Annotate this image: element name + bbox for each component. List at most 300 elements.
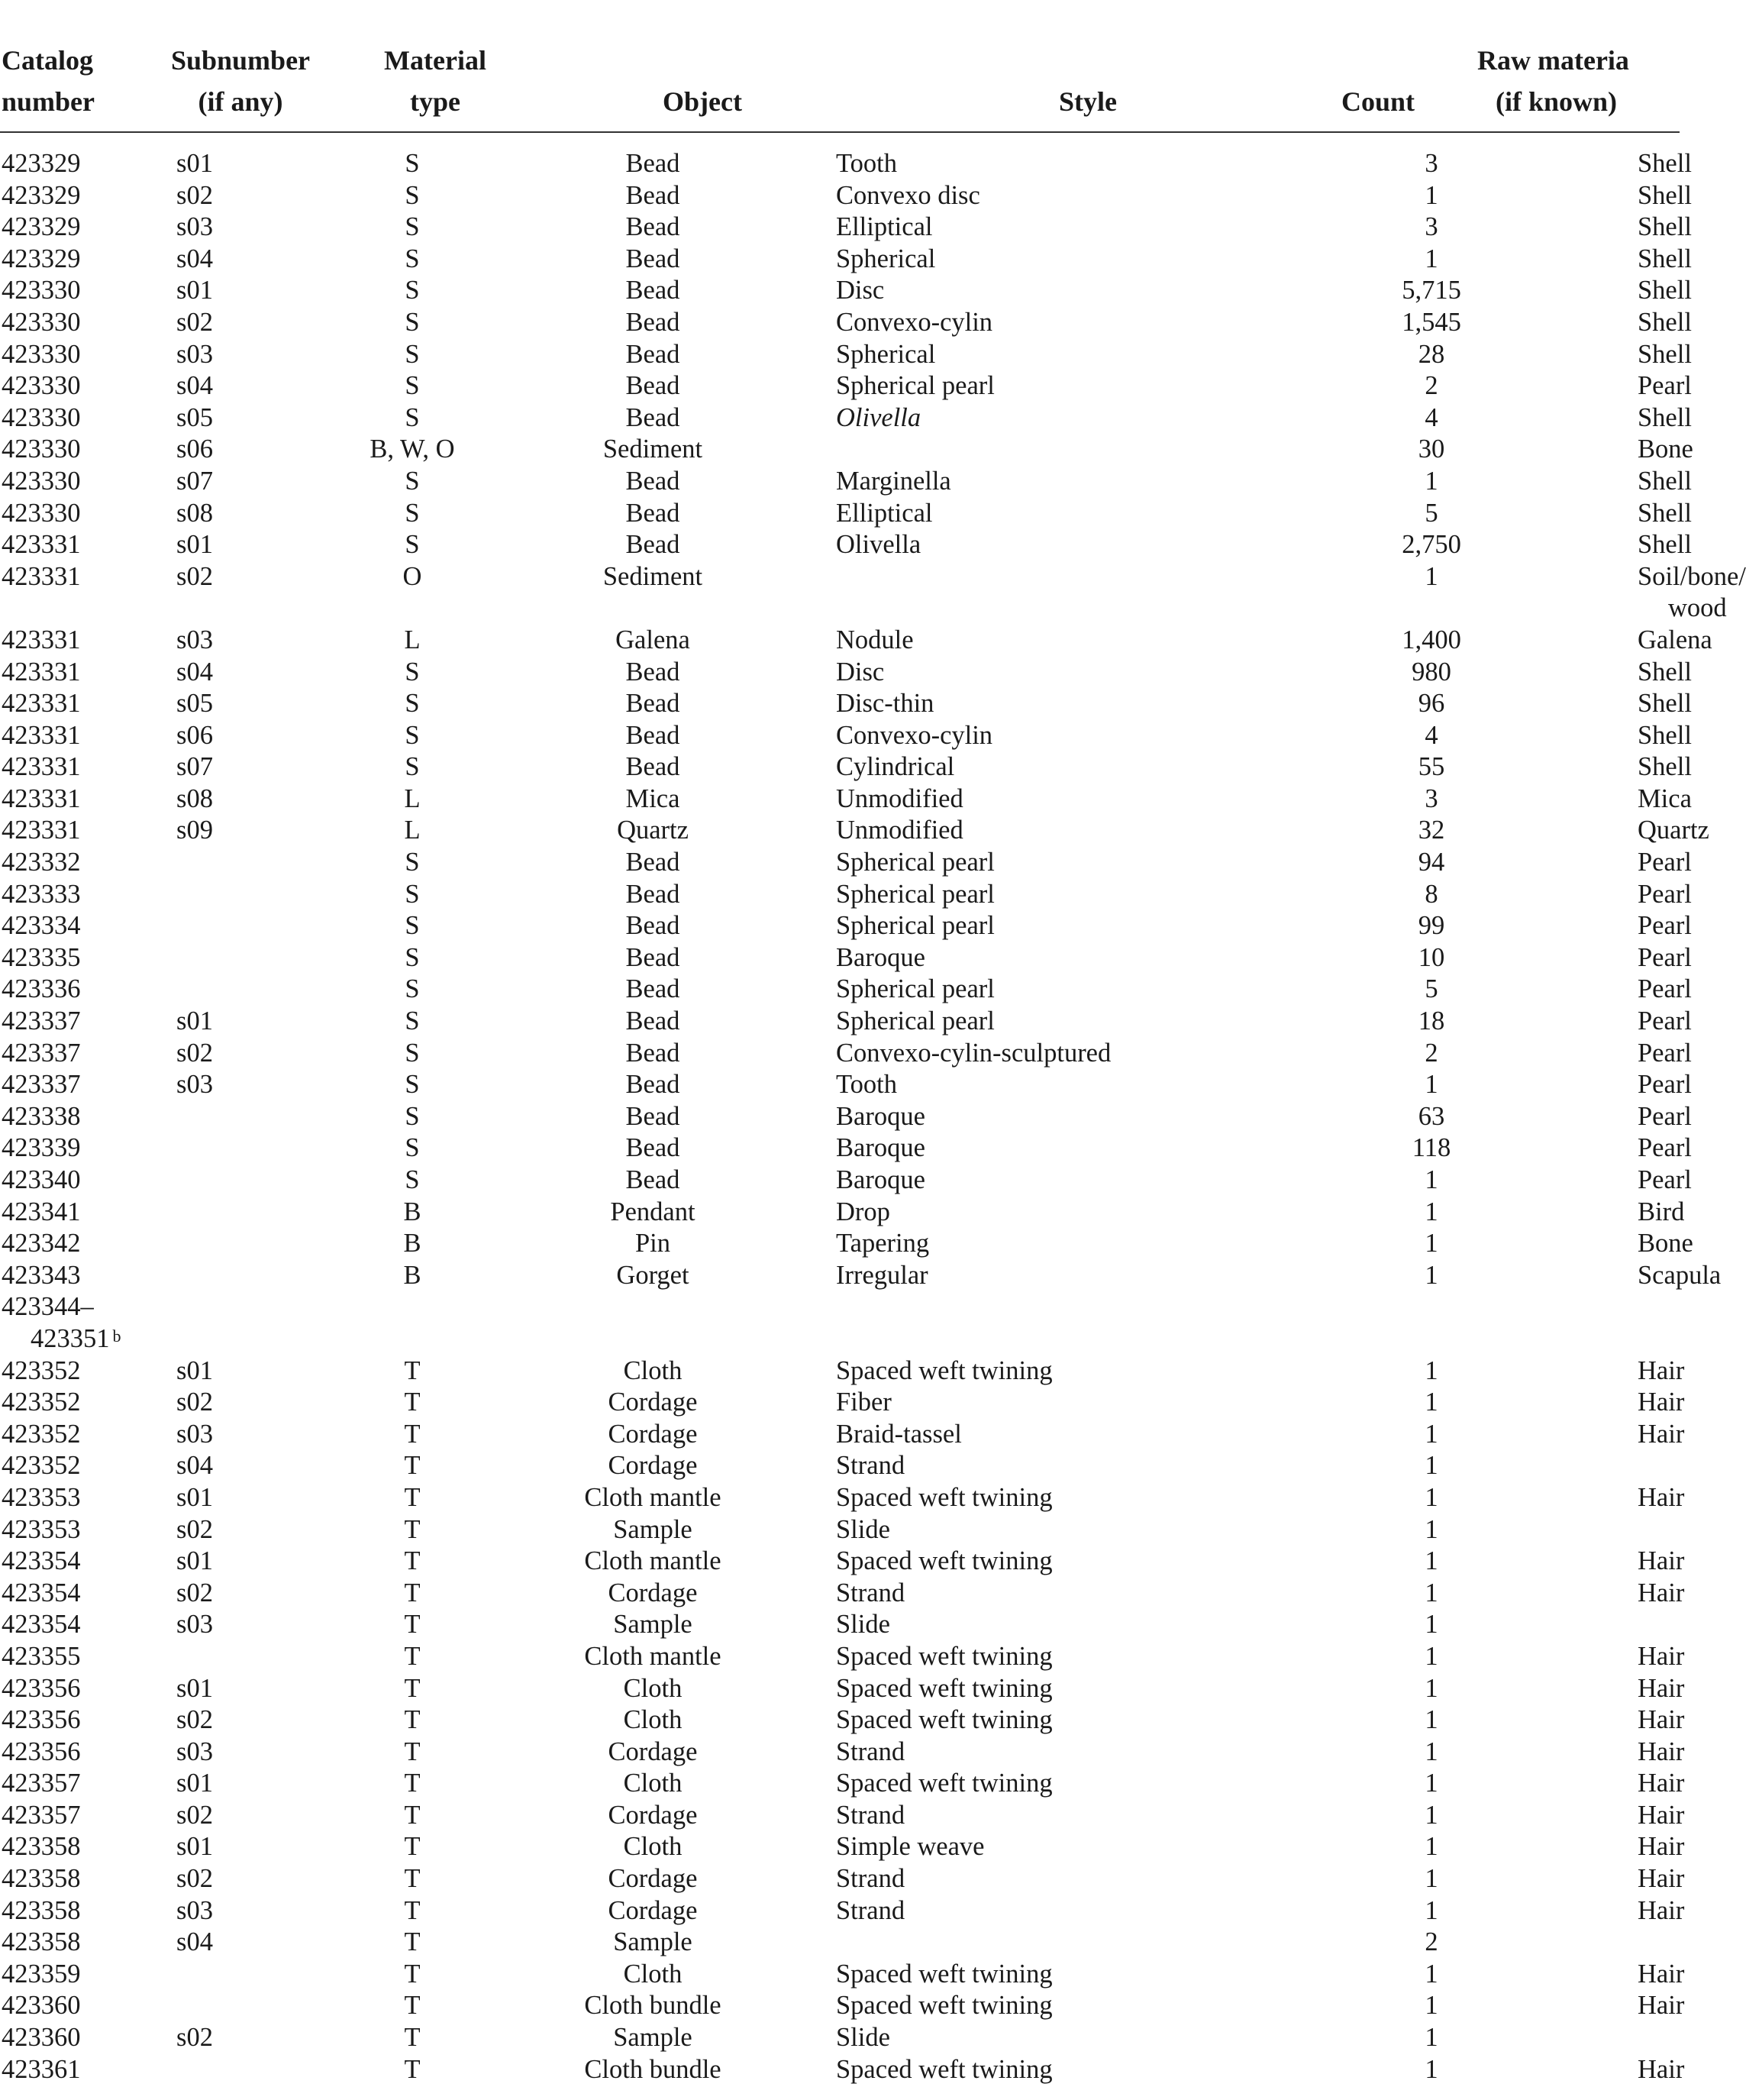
table-row (0, 1132, 1680, 1165)
object-cell: Bead (625, 1101, 680, 1131)
material-type-cell: B (403, 1197, 421, 1226)
object-cell: Cordage (608, 1578, 698, 1607)
subnumber-cell: s03 (176, 1895, 213, 1925)
count-cell: 1 (1425, 1800, 1438, 1830)
subnumber-cell: s04 (176, 657, 213, 687)
subnumber-cell: s02 (176, 1388, 213, 1417)
style-cell: Unmodified (836, 816, 963, 845)
material-type-cell: S (405, 1006, 420, 1036)
count-cell: 2 (1425, 1927, 1438, 1957)
header-raw-material (1477, 40, 1680, 132)
raw-material-cell: Hair (1638, 1769, 1685, 1798)
raw-material-cell: Galena (1638, 625, 1712, 654)
object-cell: Galena (615, 625, 690, 654)
header-line: (if any) (198, 86, 283, 117)
header-style (836, 40, 1225, 132)
object-cell: Bead (625, 848, 680, 877)
raw-material-cell: Pearl (1638, 1165, 1692, 1194)
material-type-cell: S (405, 1133, 420, 1163)
count-cell: 1 (1425, 1070, 1438, 1100)
style-cell: Spaced weft twining (836, 1641, 1053, 1671)
count-cell: 1 (1425, 1451, 1438, 1481)
header-line: Object (663, 86, 742, 117)
style-cell: Olivella (836, 402, 921, 432)
style-cell: Slide (836, 2023, 890, 2053)
catalog-number-cell: 423361 (2, 2054, 81, 2084)
count-cell: 2 (1425, 371, 1438, 401)
material-type-cell: S (405, 402, 420, 432)
table-row (0, 1514, 1680, 1546)
object-cell: Bead (625, 1165, 680, 1194)
table-row-range (0, 1291, 1680, 1355)
subnumber-cell: s04 (176, 244, 213, 273)
subnumber-cell: s01 (176, 1482, 213, 1512)
style-cell: Convexo disc (836, 180, 980, 210)
subnumber-cell: s01 (176, 1832, 213, 1862)
header-subnumber (141, 40, 347, 132)
material-type-cell: T (404, 1832, 421, 1862)
subnumber-cell: s07 (176, 466, 213, 496)
header-material-type (347, 40, 538, 132)
object-cell: Bead (625, 212, 680, 242)
raw-material-cell (1477, 1450, 1680, 1482)
count-cell: 1 (1425, 1737, 1438, 1766)
header-row (0, 40, 1680, 132)
count-cell: 1 (1425, 1546, 1438, 1576)
material-type-cell: T (404, 1769, 421, 1798)
subnumber-cell: s08 (176, 498, 213, 528)
count-cell: 1 (1425, 180, 1438, 210)
material-type-cell: S (405, 689, 420, 719)
catalog-number-cell: 423340 (2, 1165, 81, 1194)
object-cell: Cloth (623, 1959, 683, 1989)
object-cell: Bead (625, 402, 680, 432)
raw-material-cell (1477, 1927, 1680, 1959)
subnumber-cell (141, 942, 347, 974)
table-row (0, 625, 1680, 657)
table-body (0, 132, 1746, 2085)
style-cell: Spherical pearl (836, 879, 995, 909)
raw-material-cell: Hair (1638, 1419, 1685, 1449)
table-row (0, 815, 1680, 847)
raw-material-cell: Hair (1638, 1641, 1685, 1671)
object-cell: Gorget (616, 1260, 689, 1290)
style-cell: Spherical pearl (836, 1006, 995, 1036)
style-cell: Spherical (836, 244, 936, 273)
table-row (0, 1006, 1680, 1038)
count-cell: 1 (1425, 1610, 1438, 1640)
raw-material-cell (1477, 561, 1746, 625)
table-row (0, 561, 1680, 625)
catalog-number-cell: 423341 (2, 1197, 81, 1226)
material-type-cell: S (405, 466, 420, 496)
object-cell: Cloth mantle (584, 1482, 721, 1512)
style-cell: Drop (836, 1197, 890, 1226)
subnumber-cell (141, 1990, 347, 2022)
subnumber-cell: s03 (176, 1070, 213, 1100)
raw-material-cell: Pearl (1638, 1070, 1692, 1100)
material-type-cell: T (404, 1482, 421, 1512)
raw-material-cell: Hair (1638, 1832, 1685, 1862)
catalog-number-cell: 423358 (2, 1927, 81, 1957)
table-row (0, 1260, 1680, 1292)
object-cell: Cloth (623, 1673, 683, 1703)
material-type-cell: S (405, 752, 420, 782)
raw-material-cell: Quartz (1638, 816, 1709, 845)
material-type-cell: S (405, 720, 420, 750)
table-row (0, 1197, 1680, 1229)
raw-material-cell: Shell (1638, 402, 1692, 432)
catalog-number-cell: 423359 (2, 1959, 81, 1989)
raw-material-cell: Hair (1638, 1800, 1685, 1830)
count-cell: 1 (1425, 1260, 1438, 1290)
raw-material-cell: Pearl (1638, 942, 1692, 972)
catalog-number-cell: 423355 (2, 1641, 81, 1671)
subnumber-cell: s02 (176, 1864, 213, 1894)
subnumber-cell: s08 (176, 783, 213, 813)
table-row (0, 2022, 1680, 2054)
object-cell: Bead (625, 1133, 680, 1163)
object-cell: Cordage (608, 1419, 698, 1449)
style-cell: Strand (836, 1451, 905, 1481)
raw-material-cell: Shell (1638, 657, 1692, 687)
catalog-number-cell: 423330 (2, 307, 81, 337)
object-cell: Cloth bundle (584, 1991, 721, 2021)
table-row (0, 466, 1680, 498)
table-row (0, 1831, 1680, 1863)
count-cell: 3 (1425, 212, 1438, 242)
footnote-marker: b (112, 1326, 121, 1346)
subnumber-cell (141, 1641, 347, 1673)
count-cell: 10 (1418, 942, 1445, 972)
style-cell (836, 1927, 1225, 1959)
catalog-number-cell: 423360 (2, 2023, 81, 2053)
style-cell: Convexo-cylin (836, 720, 993, 750)
table-row (0, 910, 1680, 942)
material-type-cell: T (404, 1737, 421, 1766)
style-cell: Simple weave (836, 1832, 985, 1862)
catalog-number-cell: 423358 (2, 1832, 81, 1862)
table-row (0, 1355, 1680, 1388)
raw-material-cell: Shell (1638, 244, 1692, 273)
material-type-cell: S (405, 1101, 420, 1131)
subnumber-cell: s04 (176, 371, 213, 401)
catalog-number-cell: 423357 (2, 1769, 81, 1798)
catalog-number-cell: 423331 (2, 720, 81, 750)
object-cell: Sample (613, 1514, 692, 1544)
subnumber-cell (141, 1228, 347, 1260)
count-cell: 1 (1425, 2054, 1438, 2084)
catalog-number-cell: 423358 (2, 1864, 81, 1894)
catalog-range-end: 423351 (31, 1323, 110, 1353)
style-cell: Baroque (836, 942, 925, 972)
subnumber-cell: s01 (176, 1673, 213, 1703)
object-cell: Sample (613, 1610, 692, 1640)
header-line: type (410, 86, 460, 117)
count-cell: 3 (1425, 783, 1438, 813)
count-cell: 1 (1425, 1959, 1438, 1989)
table-row (0, 1165, 1680, 1197)
material-type-cell: S (405, 1070, 420, 1100)
material-type-cell: S (405, 657, 420, 687)
subnumber-cell: s05 (176, 689, 213, 719)
raw-material-cell: Pearl (1638, 879, 1692, 909)
subnumber-cell: s03 (176, 212, 213, 242)
raw-material-line: Soil/bone/ (1638, 561, 1746, 591)
catalog-number-cell: 423335 (2, 942, 81, 972)
material-type-cell: S (405, 244, 420, 273)
material-type-cell: T (404, 1610, 421, 1640)
object-cell: Cloth mantle (584, 1546, 721, 1576)
style-cell: Baroque (836, 1133, 925, 1163)
header-line: (if known) (1496, 86, 1618, 117)
style-cell: Strand (836, 1737, 905, 1766)
raw-material-cell: Hair (1638, 1737, 1685, 1766)
object-cell: Mica (625, 783, 680, 813)
object-cell: Cloth mantle (584, 1641, 721, 1671)
catalog-number-cell: 423354 (2, 1546, 81, 1576)
subnumber-cell: s07 (176, 752, 213, 782)
object-cell: Bead (625, 720, 680, 750)
raw-material-cell: Pearl (1638, 974, 1692, 1004)
style-cell (836, 434, 1225, 466)
subnumber-cell: s02 (176, 1800, 213, 1830)
raw-material-cell: Hair (1638, 1705, 1685, 1735)
raw-material-cell: Shell (1638, 720, 1692, 750)
object-cell: Bead (625, 1038, 680, 1068)
object-cell: Cloth (623, 1832, 683, 1862)
object-cell: Cloth bundle (584, 2054, 721, 2084)
subnumber-cell (141, 879, 347, 911)
material-type-cell: S (405, 212, 420, 242)
table-row (0, 1450, 1680, 1482)
header-line: Style (1059, 86, 1117, 117)
raw-material-cell: Hair (1638, 1578, 1685, 1607)
header-line (950, 40, 1225, 81)
subnumber-cell: s03 (176, 339, 213, 369)
count-cell: 94 (1418, 848, 1445, 877)
subnumber-cell: s02 (176, 1514, 213, 1544)
material-type-cell: O (402, 561, 422, 591)
raw-material-cell: Hair (1638, 1355, 1685, 1385)
table-row (0, 2054, 1680, 2086)
style-cell: Spaced weft twining (836, 1769, 1053, 1798)
object-cell: Bead (625, 339, 680, 369)
style-cell: Spaced weft twining (836, 1959, 1053, 1989)
material-type-cell: T (404, 1673, 421, 1703)
raw-material-line: wood (1668, 593, 1727, 623)
material-type-cell: S (405, 307, 420, 337)
subnumber-cell: s01 (176, 1006, 213, 1036)
object-cell: Cloth (623, 1705, 683, 1735)
material-type-cell: S (405, 942, 420, 972)
raw-material-cell: Hair (1638, 1959, 1685, 1989)
catalog-number-cell: 423339 (2, 1133, 81, 1163)
table-row (0, 434, 1680, 466)
catalog-number-cell: 423356 (2, 1737, 81, 1766)
catalog-number-cell: 423342 (2, 1229, 81, 1258)
material-type-cell: B, W, O (370, 435, 455, 464)
material-type-cell: T (404, 1388, 421, 1417)
raw-material-cell: Shell (1638, 752, 1692, 782)
material-type-cell: T (404, 2023, 421, 2053)
table-row (0, 498, 1680, 530)
table-row (0, 180, 1680, 212)
table-row (0, 1704, 1680, 1737)
table-row (0, 1959, 1680, 1991)
raw-material-cell: Pearl (1638, 1038, 1692, 1068)
table-row (0, 720, 1680, 752)
subnumber-cell: s01 (176, 530, 213, 560)
catalog-number-cell: 423356 (2, 1673, 81, 1703)
table-row (0, 783, 1680, 816)
table-row (0, 1101, 1680, 1133)
subnumber-cell: s01 (176, 1355, 213, 1385)
table-row (0, 751, 1680, 783)
object-cell: Cloth (623, 1769, 683, 1798)
count-cell: 96 (1418, 689, 1445, 719)
raw-material-cell: Hair (1638, 1864, 1685, 1894)
style-cell: Spaced weft twining (836, 1673, 1053, 1703)
style-cell: Convexo-cylin-sculptured (836, 1038, 1112, 1068)
object-cell: Cloth (623, 1355, 683, 1385)
material-type-cell: S (405, 149, 420, 178)
raw-material-cell: Shell (1638, 276, 1692, 305)
raw-material-cell: Bone (1638, 435, 1693, 464)
raw-material-cell: Shell (1638, 307, 1692, 337)
catalog-number-cell: 423331 (2, 689, 81, 719)
object-cell: Cordage (608, 1895, 698, 1925)
object-cell: Cordage (608, 1800, 698, 1830)
count-cell: 32 (1418, 816, 1445, 845)
object-cell: Bead (625, 244, 680, 273)
catalog-number-cell: 423330 (2, 498, 81, 528)
count-cell: 5 (1425, 498, 1438, 528)
catalog-number-cell: 423353 (2, 1482, 81, 1512)
style-cell: Slide (836, 1610, 890, 1640)
catalog-number-cell: 423331 (2, 561, 81, 591)
raw-material-cell: Hair (1638, 1673, 1685, 1703)
table-row (0, 1578, 1680, 1610)
table-row (0, 1895, 1680, 1927)
catalog-number-cell: 423352 (2, 1451, 81, 1481)
table-row (0, 212, 1680, 244)
raw-material-cell: Bone (1638, 1229, 1693, 1258)
count-cell: 1,400 (1402, 625, 1461, 654)
table-row (0, 847, 1680, 879)
table-row (0, 1387, 1680, 1419)
table-row (0, 688, 1680, 720)
catalog-number-cell: 423357 (2, 1800, 81, 1830)
count-cell: 1 (1425, 1355, 1438, 1385)
catalog-number-cell: 423352 (2, 1355, 81, 1385)
catalog-number-cell: 423337 (2, 1006, 81, 1036)
count-cell: 5 (1425, 974, 1438, 1004)
table-row (0, 1641, 1680, 1673)
material-type-cell: T (404, 1355, 421, 1385)
subnumber-cell: s06 (176, 435, 213, 464)
style-cell: Disc (836, 276, 885, 305)
subnumber-cell: s09 (176, 816, 213, 845)
raw-material-cell: Hair (1638, 1482, 1685, 1512)
count-cell: 8 (1425, 879, 1438, 909)
material-type-cell: S (405, 1038, 420, 1068)
raw-material-cell: Hair (1638, 1546, 1685, 1576)
material-type-cell: T (404, 2054, 421, 2084)
subnumber-cell (141, 1260, 347, 1292)
subnumber-cell: s05 (176, 402, 213, 432)
count-cell: 1 (1425, 1229, 1438, 1258)
material-type-cell: T (404, 1927, 421, 1957)
table-row (0, 244, 1680, 276)
catalog-number-cell (0, 1291, 141, 1355)
count-cell: 1 (1425, 1832, 1438, 1862)
subnumber-cell (141, 974, 347, 1006)
catalog-number-cell: 423331 (2, 625, 81, 654)
object-cell: Pendant (610, 1197, 695, 1226)
material-type-cell: B (403, 1229, 421, 1258)
style-cell: Strand (836, 1800, 905, 1830)
count-cell: 1 (1425, 1578, 1438, 1607)
header-line: Subnumber (170, 45, 311, 76)
catalog-number-cell: 423329 (2, 149, 81, 178)
header-line: Material (384, 45, 486, 76)
object-cell: Cordage (608, 1864, 698, 1894)
style-cell: Spaced weft twining (836, 1705, 1053, 1735)
subnumber-cell: s03 (176, 1419, 213, 1449)
raw-material-cell: Pearl (1638, 1006, 1692, 1036)
table-row (0, 879, 1680, 911)
header-line: number (2, 86, 95, 117)
subnumber-cell (141, 1197, 347, 1229)
table-row (0, 370, 1680, 402)
table-row (0, 1228, 1680, 1260)
table-row (0, 1990, 1680, 2022)
catalog-number-cell: 423343 (2, 1260, 81, 1290)
catalog-number-cell: 423331 (2, 530, 81, 560)
material-type-cell: S (405, 180, 420, 210)
catalog-number-cell: 423356 (2, 1705, 81, 1735)
style-cell: Strand (836, 1895, 905, 1925)
catalog-number-cell: 423329 (2, 180, 81, 210)
table-row (0, 1927, 1680, 1959)
catalog-number-cell: 423337 (2, 1038, 81, 1068)
raw-material-cell: Mica (1638, 783, 1692, 813)
style-cell: Spherical pearl (836, 911, 995, 941)
catalog-number-cell: 423332 (2, 848, 81, 877)
header-line (569, 40, 836, 81)
raw-material-cell: Hair (1638, 2054, 1685, 2084)
object-cell: Sample (613, 2023, 692, 2053)
raw-material-cell: Shell (1638, 689, 1692, 719)
subnumber-cell (141, 1101, 347, 1133)
subnumber-cell: s01 (176, 276, 213, 305)
catalog-number-cell: 423338 (2, 1101, 81, 1131)
style-cell: Spherical pearl (836, 371, 995, 401)
table-row (0, 1737, 1680, 1769)
object-cell: Cordage (608, 1737, 698, 1766)
object-cell: Bead (625, 530, 680, 560)
count-cell: 3 (1425, 149, 1438, 178)
catalog-number-cell: 423331 (2, 816, 81, 845)
subnumber-cell (141, 1291, 347, 1355)
table-row (0, 942, 1680, 974)
header-line: Catalog (2, 45, 93, 76)
catalog-number-cell: 423331 (2, 657, 81, 687)
object-cell: Bead (625, 149, 680, 178)
style-cell: Cylindrical (836, 752, 955, 782)
count-cell: 30 (1418, 435, 1445, 464)
